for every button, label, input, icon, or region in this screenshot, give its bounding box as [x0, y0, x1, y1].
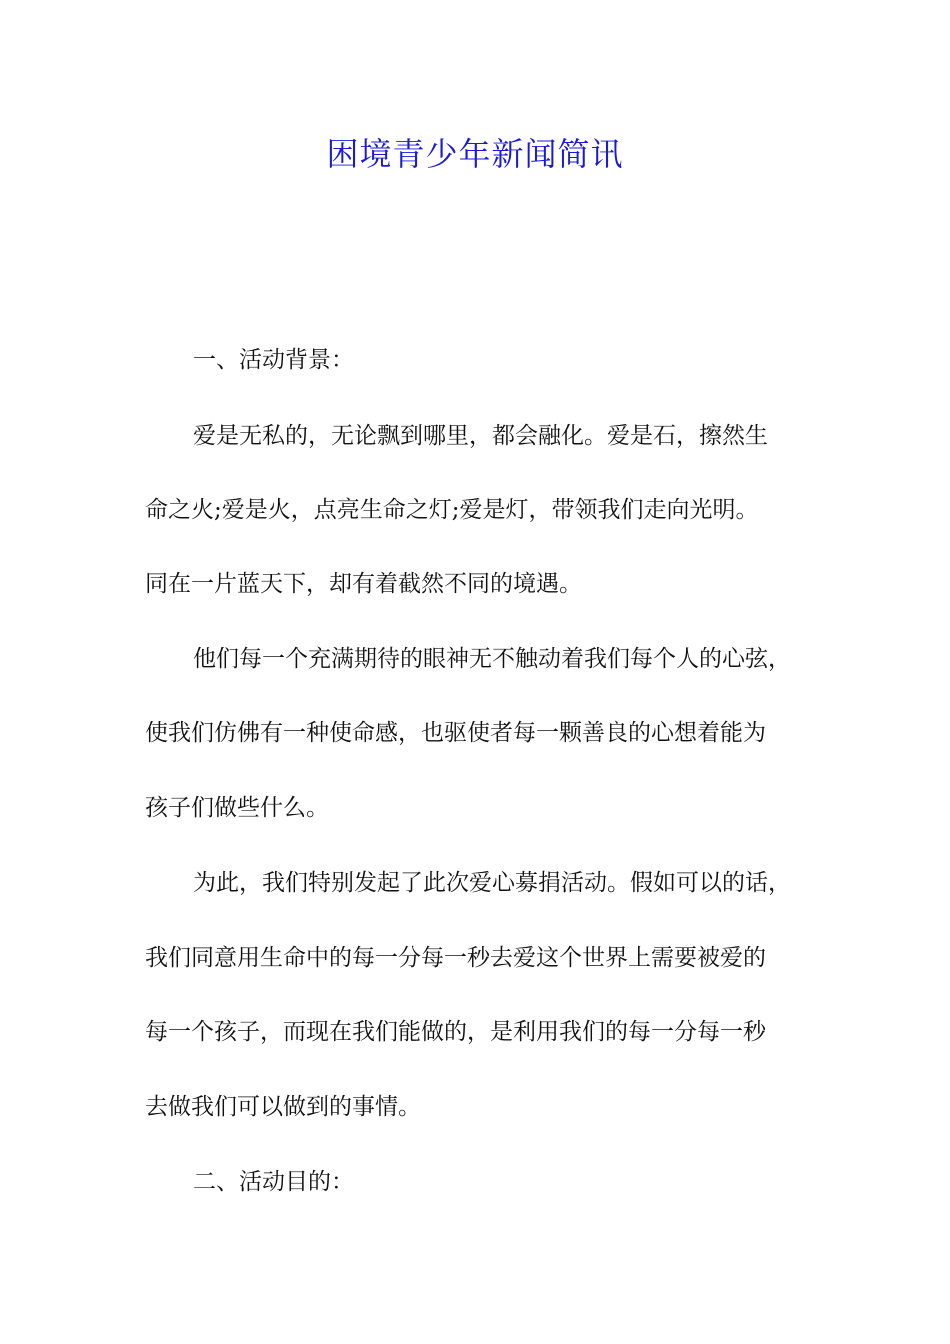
- section-heading-background: 一、活动背景：: [193, 347, 354, 373]
- paragraph-line: 每一个孩子，而现在我们能做的，是利用我们的每一分每一秒: [145, 1019, 766, 1045]
- section-heading-purpose: 二、活动目的：: [193, 1169, 354, 1195]
- paragraph-line: 去做我们可以做到的事情。: [145, 1094, 421, 1120]
- paragraph-line: 我们同意用生命中的每一分每一秒去爱这个世界上需要被爱的: [145, 945, 766, 971]
- paragraph-line: 爱是无私的，无论飘到哪里，都会融化。爱是石，擦然生: [193, 423, 768, 449]
- paragraph-line: 为此，我们特别发起了此次爱心募捐活动。假如可以的话，: [193, 870, 791, 896]
- paragraph-line: 使我们仿佛有一种使命感，也驱使者每一颗善良的心想着能为: [145, 720, 766, 746]
- paragraph-line: 同在一片蓝天下，却有着截然不同的境遇。: [145, 571, 582, 597]
- document-title: 困境青少年新闻简讯: [326, 135, 624, 173]
- paragraph-line: 他们每一个充满期待的眼神无不触动着我们每个人的心弦，: [193, 646, 791, 672]
- paragraph-line: 命之火;爱是火，点亮生命之灯;爱是灯，带领我们走向光明。: [145, 497, 759, 523]
- paragraph-line: 孩子们做些什么。: [145, 795, 329, 821]
